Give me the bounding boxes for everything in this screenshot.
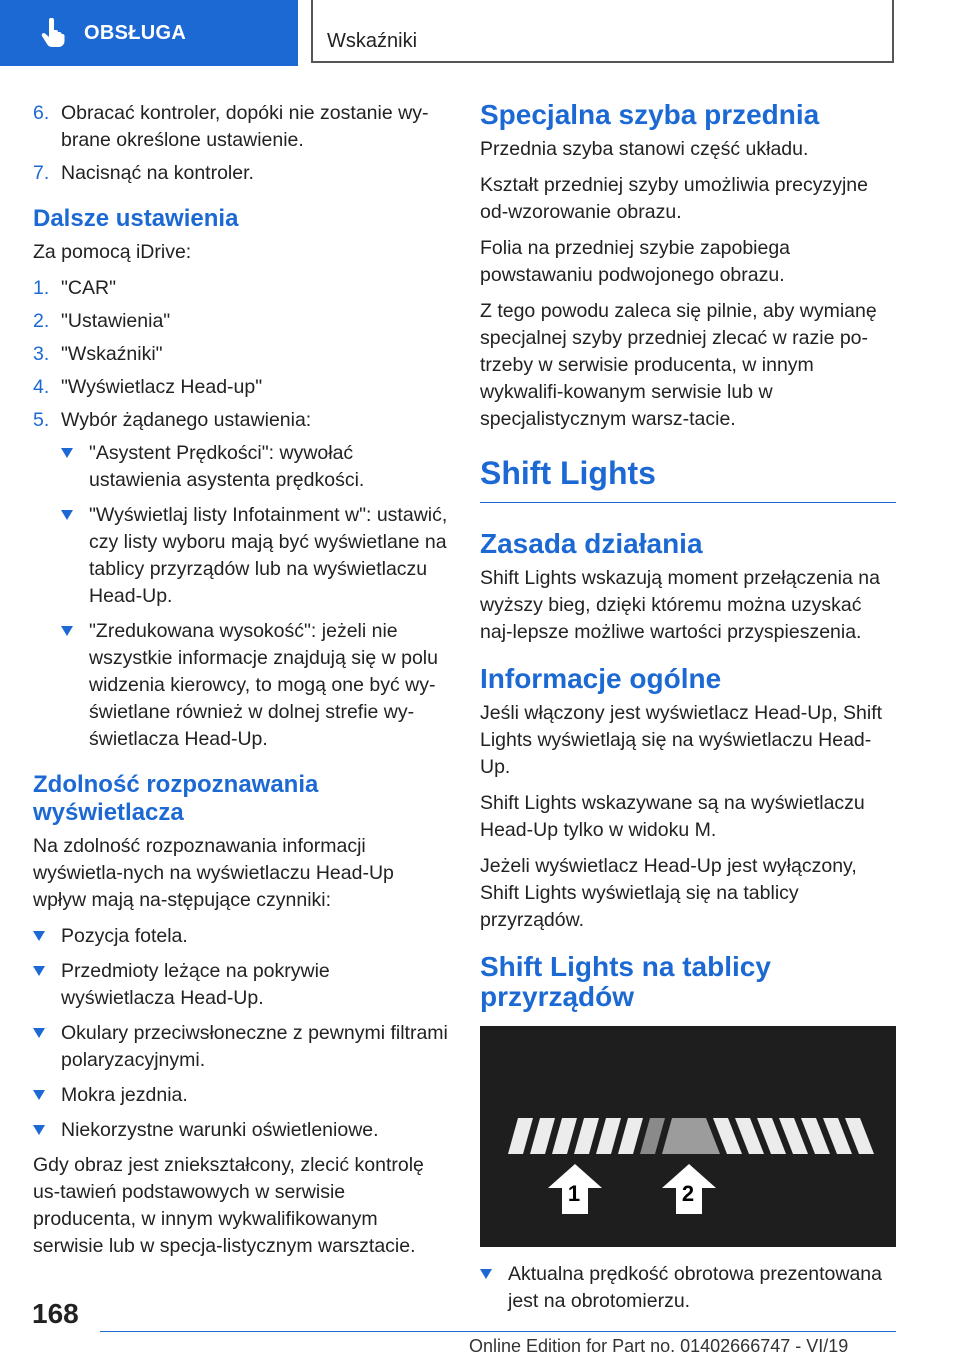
bullet-text: Mokra jezdnia. xyxy=(61,1084,188,1106)
figure-legend-list xyxy=(480,1261,896,1315)
heading-dalsze-ustawienia: Dalsze ustawienia xyxy=(33,205,239,232)
step-number: 6. xyxy=(33,102,50,124)
step-text: Wybór żądanego ustawienia: xyxy=(61,409,312,431)
page-header xyxy=(0,0,960,66)
bullet-text: "Asystent Prędkości": wywołać ustawienia asystenta prędkości. xyxy=(89,442,365,491)
steps-top-list xyxy=(33,100,448,187)
right-column xyxy=(480,100,896,1323)
callout-1: 1 xyxy=(567,1181,581,1206)
paragraph-zasada: Shift Lights wskazują moment przełączenia na wyższy bieg, dzięki któremu można uzyskać naj-lepsze możliwe wartości przyspieszenia. xyxy=(480,567,880,643)
list-item xyxy=(33,407,448,434)
bullet-text: Okulary przeciwsłoneczne z pewnymi filtrami polaryzacyjnymi. xyxy=(61,1022,448,1071)
list-item xyxy=(33,341,448,368)
paragraph-szyba-3: Folia na przedniej szybie zapobiega powstawaniu podwojonego obrazu. xyxy=(480,237,791,286)
bullet-text: Pozycja fotela. xyxy=(61,925,188,947)
list-item xyxy=(33,1117,448,1144)
paragraph-idrive: Za pomocą iDrive: xyxy=(33,241,192,263)
paragraph-gdy-obraz: Gdy obraz jest zniekształcony, zlecić kontrolę us-tawień podstawowych w serwisie producenta, w innym wykwalifikowanym serwisie lub w specja-listycznym warsztacie. xyxy=(33,1154,424,1257)
list-item xyxy=(61,440,448,494)
heading-specjalna-szyba: Specjalna szyba przednia xyxy=(480,99,820,130)
paragraph-zdolnosc: Na zdolność rozpoznawania informacji wyświetla-nych na wyświetlaczu Head-Up wpływ mają na-stępujące czynniki: xyxy=(33,835,394,911)
heading-zdolnosc-rozpoznawania: Zdolność rozpoznawania wyświetlacza xyxy=(33,771,319,826)
heading-informacje-ogolne: Informacje ogólne xyxy=(480,663,722,694)
paragraph-szyba-1: Przednia szyba stanowi część układu. xyxy=(480,138,809,160)
page-number: 168 xyxy=(32,1298,79,1329)
list-item xyxy=(33,308,448,335)
step-number: 4. xyxy=(33,376,50,398)
heading-shift-lights: Shift Lights xyxy=(480,455,896,503)
bullet-text: "Zredukowana wysokość": jeżeli nie wszystkie informacje znajdują się w polu widzenia kierowcy, to mogą one być wy-świetlane również w dolnej strefie wy-świetlacza Head-Up. xyxy=(89,620,438,750)
triangle-bullet-icon xyxy=(33,1028,45,1038)
bullet-text: Niekorzystne warunki oświetleniowe. xyxy=(61,1119,379,1141)
triangle-bullet-icon xyxy=(33,1090,45,1100)
paragraph-info-3: Jeżeli wyświetlacz Head-Up jest wyłączony, Shift Lights wyświetlają się na tablicy przyrządów. xyxy=(480,855,857,931)
chapter-label: Wskaźniki xyxy=(327,30,418,52)
step-number: 1. xyxy=(33,277,50,299)
list-item xyxy=(33,275,448,302)
paragraph-info-1: Jeśli włączony jest wyświetlacz Head-Up, Shift Lights wyświetlają się na wyświetlaczu Head-Up. xyxy=(480,702,883,778)
step-number: 5. xyxy=(33,409,50,431)
hand-pointer-icon xyxy=(40,18,66,48)
list-item xyxy=(33,958,448,1012)
callout-2: 2 xyxy=(681,1181,695,1206)
list-item xyxy=(33,1082,448,1109)
paragraph-info-2: Shift Lights wskazywane są na wyświetlaczu Head-Up tylko w widoku M. xyxy=(480,792,865,841)
bullet-text: "Wyświetlaj listy Infotainment w": ustawić, czy listy wyboru mają być wyświetlane na tablicy przyrządów lub na wyświetlaczu Head-Up. xyxy=(89,504,448,607)
paragraph-szyba-2: Kształt przedniej szyby umożliwia precyzyjne od-wzorowanie obrazu. xyxy=(480,174,868,223)
triangle-bullet-icon xyxy=(61,626,73,636)
shift-lights-drawing xyxy=(480,1026,896,1247)
triangle-bullet-icon xyxy=(61,510,73,520)
step-text: "CAR" xyxy=(61,277,117,299)
step-text: "Wyświetlacz Head-up" xyxy=(61,376,263,398)
list-item xyxy=(33,160,448,187)
bullet-text: Aktualna prędkość obrotowa prezentowana jest na obrotomierzu. xyxy=(508,1263,882,1312)
bullet-text: Przedmioty leżące na pokrywie wyświetlacza Head-Up. xyxy=(61,960,330,1009)
step-number: 2. xyxy=(33,310,50,332)
list-item xyxy=(33,1020,448,1074)
step-number: 3. xyxy=(33,343,50,365)
settings-steps-list xyxy=(33,275,448,434)
list-item xyxy=(61,502,448,610)
edition-note: Online Edition for Part no. 01402666747 - VI/19 xyxy=(469,1336,849,1356)
list-item xyxy=(480,1261,896,1315)
step-text: Nacisnąć na kontroler. xyxy=(61,162,254,184)
heading-shift-lights-tablica: Shift Lights na tablicy przyrządów xyxy=(480,951,771,1012)
step-text: Obracać kontroler, dopóki nie zostanie wy-brane określone ustawienie. xyxy=(61,102,429,151)
triangle-bullet-icon xyxy=(33,1125,45,1135)
list-item xyxy=(33,100,448,154)
step-text: "Ustawienia" xyxy=(61,310,171,332)
triangle-bullet-icon xyxy=(33,966,45,976)
factors-list xyxy=(33,923,448,1144)
list-item xyxy=(33,374,448,401)
step-text: "Wskaźniki" xyxy=(61,343,163,365)
list-item xyxy=(33,923,448,950)
footer-divider xyxy=(100,1331,896,1332)
step-number: 7. xyxy=(33,162,50,184)
left-column xyxy=(33,100,448,1269)
paragraph-szyba-4: Z tego powodu zaleca się pilnie, aby wymianę specjalnej szyby przedniej zlecać w razie po-trzeby w serwisie producenta, w innym wykwalifi-kowanym serwisie lub w specjalistycznym warsz-tacie. xyxy=(480,300,877,430)
shift-lights-illustration xyxy=(480,1026,896,1247)
section-label: OBSŁUGA xyxy=(84,21,187,44)
triangle-bullet-icon xyxy=(480,1269,492,1279)
heading-zasada-dzialania: Zasada działania xyxy=(480,528,703,559)
triangle-bullet-icon xyxy=(61,448,73,458)
section-tab-obsluga xyxy=(0,0,298,66)
chapter-tab xyxy=(311,0,894,63)
triangle-bullet-icon xyxy=(33,931,45,941)
setting-options-list xyxy=(61,440,448,753)
list-item xyxy=(61,618,448,753)
